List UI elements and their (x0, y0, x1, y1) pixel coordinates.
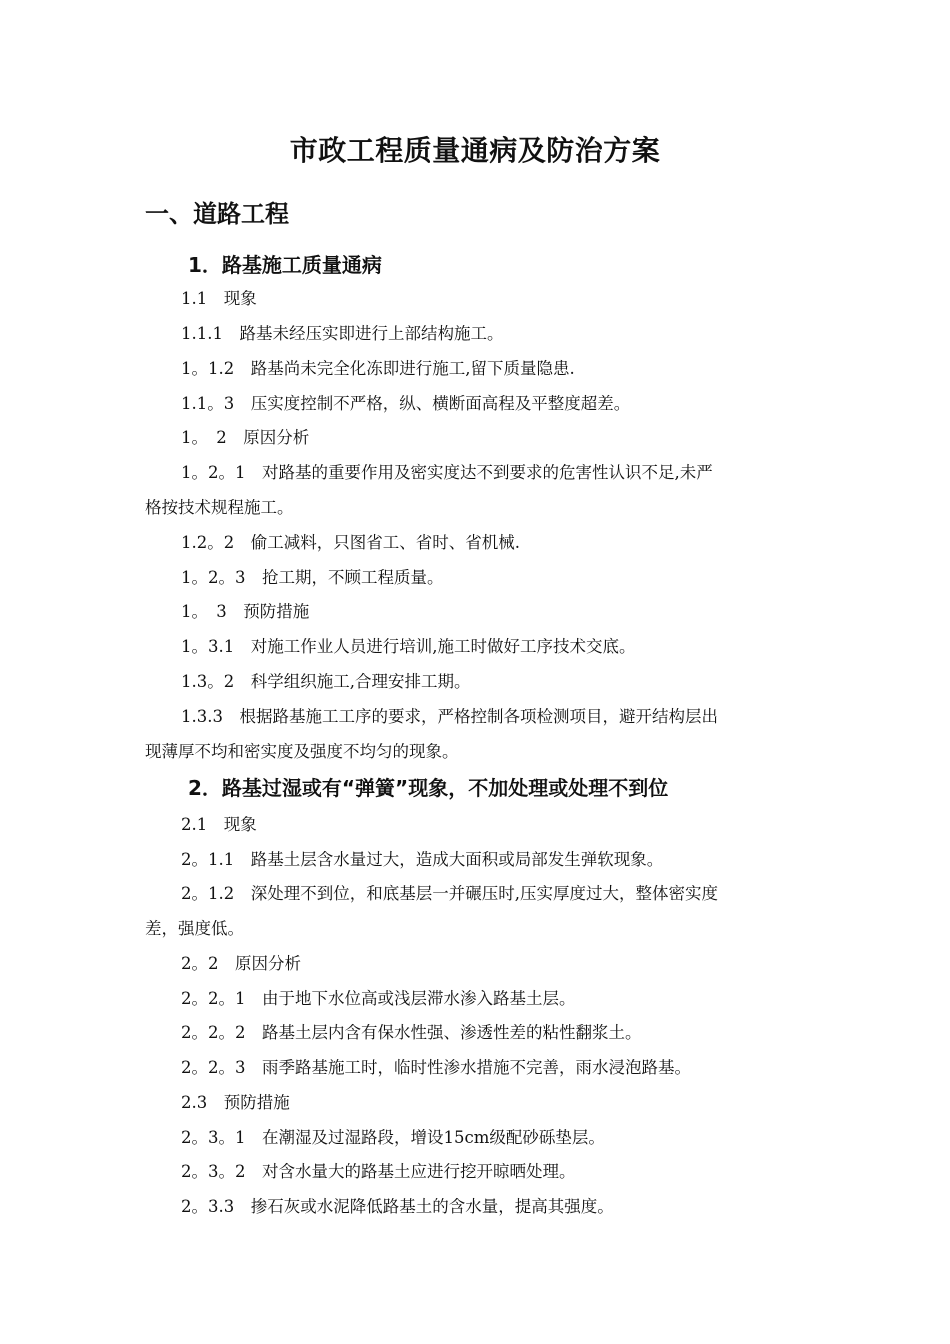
document-title: 市政工程质量通病及防治方案 (289, 134, 661, 167)
paragraph-line: 1.2。2 偷工减料，只图省工、省时、省机械. (181, 533, 520, 552)
paragraph-line: 2。2。3 雨季路基施工时，临时性渗水措施不完善，雨水浸泡路基。 (181, 1058, 691, 1077)
paragraph-line: 2。3。2 对含水量大的路基土应进行挖开晾晒处理。 (181, 1162, 576, 1181)
paragraph-line: 1。2。3 抢工期，不顾工程质量。 (181, 568, 444, 587)
paragraph-line: 1。 2 原因分析 (181, 428, 310, 447)
paragraph-line: 现薄厚不均和密实度及强度不均匀的现象。 (145, 742, 459, 761)
paragraph-line: 2。2。2 路基土层内含有保水性强、渗透性差的粘性翻浆土。 (181, 1023, 642, 1042)
paragraph-line: 1。1.2 路基尚未完全化冻即进行施工,留下质量隐患. (181, 359, 575, 378)
subsection-heading-2: 2．路基过湿或有“弹簧”现象，不加处理或处理不到位 (188, 776, 669, 800)
paragraph-line: 2。3。1 在潮湿及过湿路段，增设15cm级配砂砾垫层。 (181, 1128, 605, 1147)
paragraph-line: 1。2。1 对路基的重要作用及密实度达不到要求的危害性认识不足,未严 (181, 463, 713, 482)
paragraph-line: 2。2。1 由于地下水位高或浅层滞水渗入路基土层。 (181, 989, 576, 1008)
paragraph-line: 2。1.2 深处理不到位，和底基层一并碾压时,压实厚度过大，整体密实度 (181, 884, 718, 903)
paragraph-line: 2.1 现象 (181, 815, 257, 834)
paragraph-line: 格按技术规程施工。 (145, 498, 294, 517)
paragraph-line: 1。3.1 对施工作业人员进行培训,施工时做好工序技术交底。 (181, 637, 636, 656)
section-heading-road: 一、道路工程 (145, 200, 289, 228)
paragraph-line: 2。1.1 路基土层含水量过大，造成大面积或局部发生弹软现象。 (181, 850, 664, 869)
paragraph-line: 1.1 现象 (181, 289, 257, 308)
subsection-heading-1: 1．路基施工质量通病 (188, 253, 382, 277)
paragraph-line: 1。 3 预防措施 (181, 602, 310, 621)
paragraph-line: 1.3.3 根据路基施工工序的要求，严格控制各项检测项目，避开结构层出 (181, 707, 718, 726)
paragraph-line: 2。2 原因分析 (181, 954, 301, 973)
paragraph-line: 1.1。3 压实度控制不严格，纵、横断面高程及平整度超差。 (181, 394, 631, 413)
paragraph-line: 2。3.3 掺石灰或水泥降低路基土的含水量，提高其强度。 (181, 1197, 614, 1216)
paragraph-line: 1.3。2 科学组织施工,合理安排工期。 (181, 672, 471, 691)
paragraph-line: 差，强度低。 (145, 919, 244, 938)
paragraph-line: 2.3 预防措施 (181, 1093, 290, 1112)
paragraph-line: 1.1.1 路基未经压实即进行上部结构施工。 (181, 324, 504, 343)
